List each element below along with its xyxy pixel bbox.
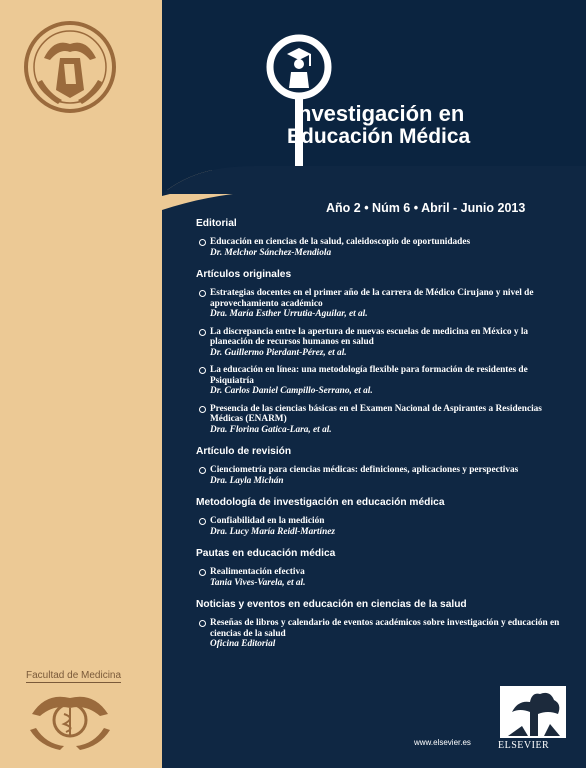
section-heading: Noticias y eventos en educación en ciencias de la salud (196, 599, 467, 610)
toc-item (196, 567, 572, 588)
issue-info: Año 2 • Núm 6 • Abril - Junio 2013 (326, 201, 526, 215)
article-title: Estrategias docentes en el primer año de la carrera de Médico Cirujano y nivel de aprovechamiento académico (210, 288, 534, 309)
publisher-url: www.elsevier.es (414, 738, 471, 747)
toc-item (196, 465, 572, 486)
toc-item (196, 288, 572, 320)
table-of-contents (196, 218, 572, 650)
section-heading: Editorial (196, 218, 237, 229)
section-heading: Metodología de investigación en educación médica (196, 497, 445, 508)
article-title: La educación en línea: una metodología flexible para formación de residentes de Psiquiatría (210, 365, 528, 386)
section-heading: Pautas en educación médica (196, 548, 336, 559)
article-author: Dr. Guillermo Pierdant-Pérez, et al. (210, 347, 347, 358)
article-author: Dra. Florina Gatica-Lara, et al. (210, 424, 332, 435)
toc-item (196, 327, 572, 359)
article-title: Educación en ciencias de la salud, caleidoscopio de oportunidades (210, 237, 471, 247)
toc-item (196, 365, 572, 397)
publisher-name: ELSEVIER (498, 740, 550, 751)
article-title: Cienciometría para ciencias médicas: definiciones, aplicaciones y perspectivas (210, 465, 519, 475)
elsevier-tree-icon (500, 686, 566, 738)
article-author: Oficina Editorial (210, 639, 276, 649)
article-author: Dr. Carlos Daniel Campillo-Serrano, et al. (210, 386, 373, 396)
title-line-1: nvestigación en (298, 101, 465, 126)
unam-crest-icon (24, 18, 116, 116)
faculty-logo-icon (24, 684, 116, 750)
article-author: Tania Vives-Varela, et al. (210, 577, 306, 588)
article-title: Reseñas de libros y calendario de eventos académicos sobre investigación y educación en ciencias de la salud (210, 618, 560, 639)
article-author: Dra. Lucy María Reidl-Martínez (210, 526, 335, 537)
toc-item (196, 618, 572, 650)
article-author: Dra. María Esther Urrutia-Aguilar, et al. (210, 309, 368, 319)
faculty-label: Facultad de Medicina (26, 670, 122, 681)
title-line-2: Educación Médica (287, 125, 471, 148)
section-heading: Artículos originales (196, 269, 292, 280)
toc-item (196, 516, 572, 537)
article-title: Presencia de las ciencias básicas en el Examen Nacional de Aspirantes a Residencias Médicas (ENARM) (210, 403, 542, 424)
article-author: Dra. Layla Michán (210, 475, 284, 486)
article-title: La discrepancia entre la apertura de nuevas escuelas de medicina en México y la planeación de recursos humanos en salud (210, 326, 529, 347)
section-heading: Artículo de revisión (196, 446, 292, 457)
toc-item (196, 404, 572, 436)
article-title: Confiabilidad en la medición (210, 516, 325, 526)
article-title: Realimentación efectiva (210, 567, 305, 577)
article-author: Dr. Melchor Sánchez-Mendiola (210, 247, 332, 258)
journal-title (287, 101, 471, 148)
toc-item (196, 237, 572, 258)
